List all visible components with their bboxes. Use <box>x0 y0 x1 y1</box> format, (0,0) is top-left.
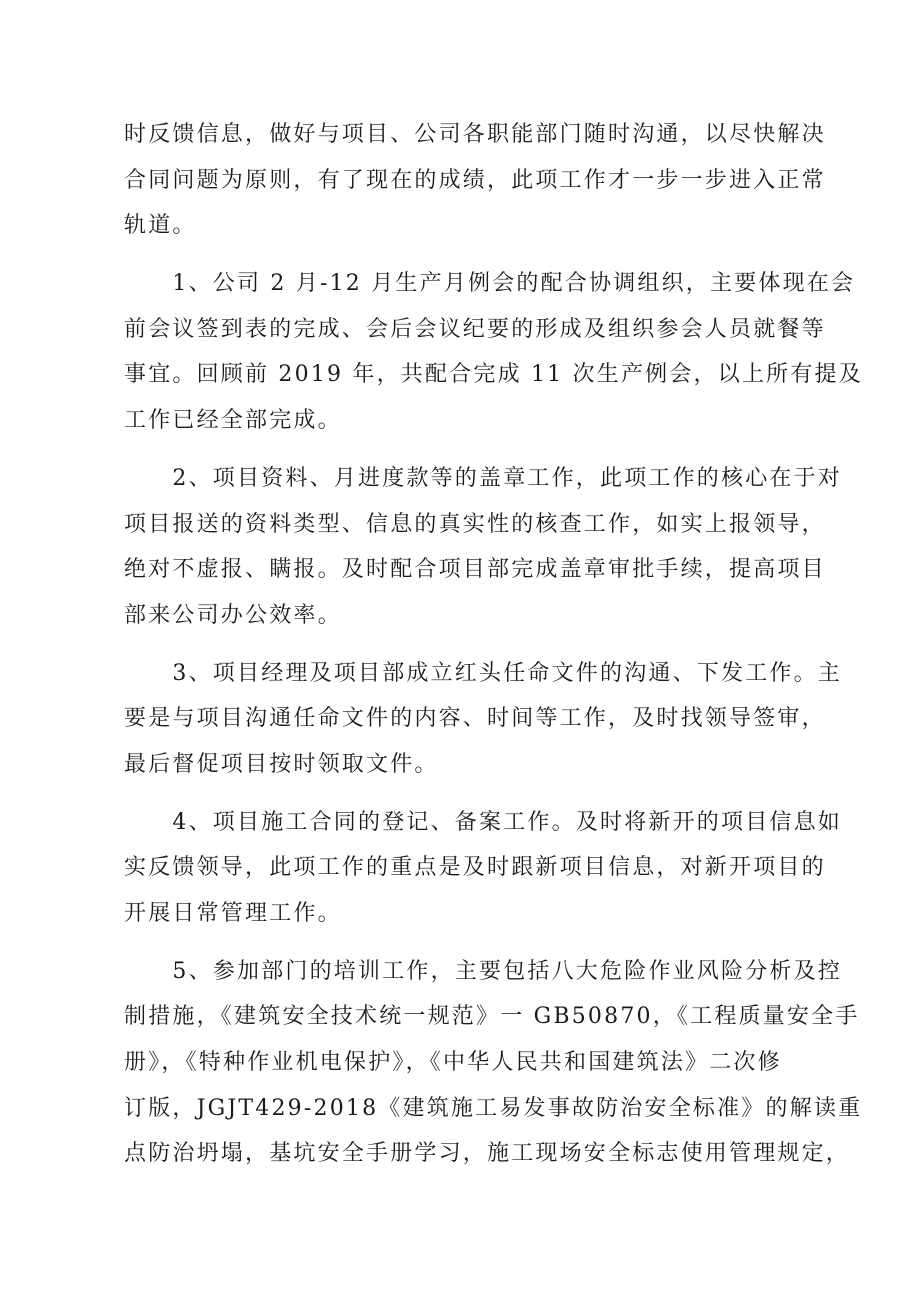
text-line: 2、项目资料、月进度款等的盖章工作，此项工作的核心在于对 <box>124 465 842 491</box>
text-line: 点防治坍塌，基坑安全手册学习，施工现场安全标志使用管理规定， <box>124 1141 851 1167</box>
text-line: 事宜。回顾前 2019 年，共配合完成 11 次生产例会，以上所有提及 <box>124 362 863 388</box>
text-line: 项目报送的资料类型、信息的真实性的核查工作，如实上报领导， <box>124 511 826 537</box>
text-line: 3、项目经理及项目部成立红头任命文件的沟通、下发工作。主 <box>124 660 842 686</box>
document-body <box>124 112 863 1177</box>
text-line: 1、公司 2 月-12 月生产月例会的配合协调组织，主要体现在会 <box>124 271 856 297</box>
text-line: 部来公司办公效率。 <box>124 602 342 628</box>
text-line: 要是与项目沟通任命文件的内容、时间等工作，及时找领导签审， <box>124 706 826 732</box>
text-line: 前会议签到表的完成、会后会议纪要的形成及组织参会人员就餐等 <box>124 316 826 342</box>
text-line: 绝对不虚报、瞒报。及时配合项目部完成盖章审批手续，提高项目 <box>124 557 826 583</box>
text-line: 合同问题为原则，有了现在的成绩，此项工作才一步一步进入正常 <box>124 167 826 193</box>
text-line: 轨道。 <box>124 213 197 239</box>
text-line: 册》，《特种作业机电保护》，《中华人民共和国建筑法》二次修 <box>124 1050 782 1076</box>
text-line: 实反馈领导，此项工作的重点是及时跟新项目信息，对新开项目的 <box>124 855 826 881</box>
text-line: 4、项目施工合同的登记、备案工作。及时将新开的项目信息如 <box>124 809 842 835</box>
text-line: 工作已经全部完成。 <box>124 408 342 434</box>
text-line: 开展日常管理工作。 <box>124 901 342 926</box>
text-line: 订版，JGJT429-2018《建筑施工易发事故防治安全标准》的解读重 <box>124 1095 863 1121</box>
text-line: 最后督促项目按时领取文件。 <box>124 751 439 777</box>
text-line: 时反馈信息，做好与项目、公司各职能部门随时沟通，以尽快解决 <box>124 122 826 147</box>
text-line: 制措施，《建筑安全技术统一规范》一 GB50870，《工程质量安全手 <box>124 1004 860 1030</box>
text-line: 5、参加部门的培训工作，主要包括八大危险作业风险分析及控 <box>124 958 842 984</box>
